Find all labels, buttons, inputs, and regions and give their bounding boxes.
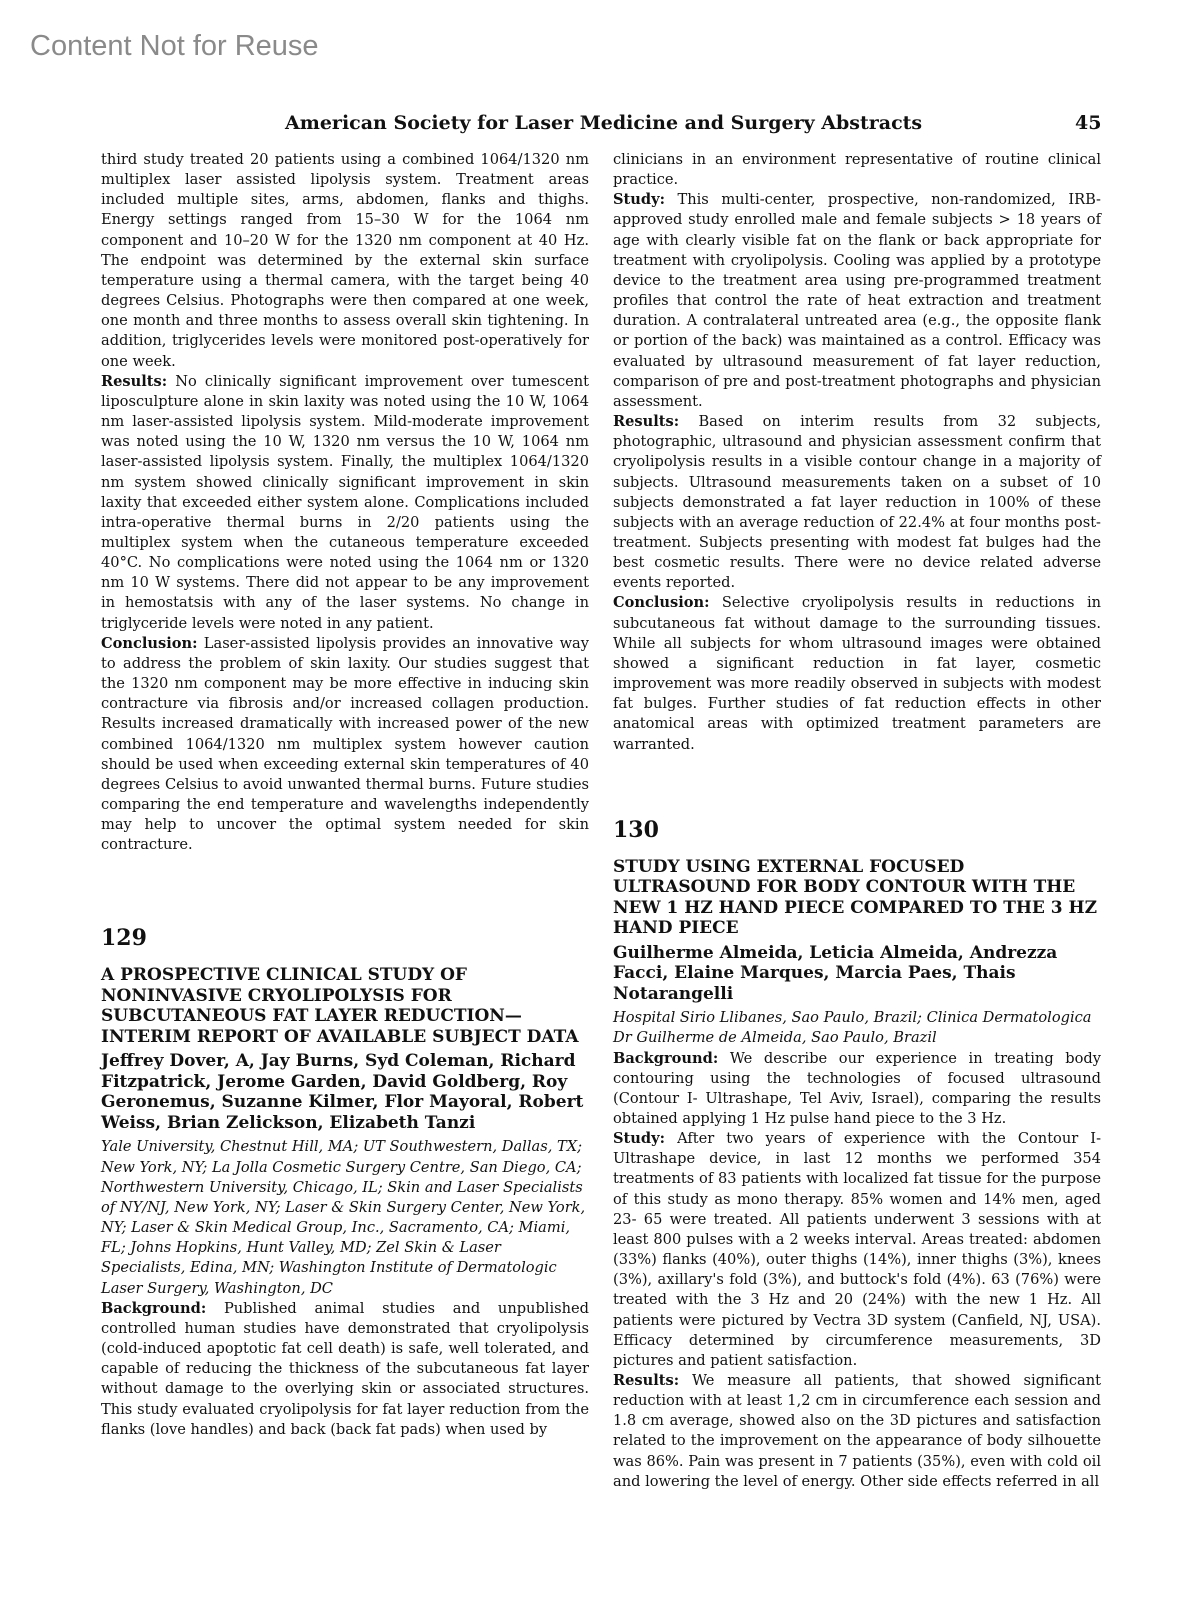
abstract-129-title: A PROSPECTIVE CLINICAL STUDY OF NONINVASIVE CRYOLIPOLYSIS FOR SUBCUTANEOUS FAT LAYER REDUCTION—INTERIM REPORT OF AVAILABLE SUBJECT DATA (101, 965, 579, 1047)
continued-paragraph (101, 150, 589, 372)
conclusion-label: Conclusion: (101, 634, 198, 652)
section-gap (101, 855, 589, 925)
abstract-130-authors: Guilherme Almeida, Leticia Almeida, Andrezza Facci, Elaine Marques, Marcia Paes, Thais Notarangelli (613, 942, 1058, 1004)
continued-text: third study treated 20 patients using a combined 1064/1320 nm multiplex laser assisted lipolysis system. Treatment areas included multiple sites, arms, abdomen, flanks and thighs. Energy settings ranged from 15–30 W for the 1064 nm component and 10–20 W for the 1320 nm component at 40 Hz. The endpoint was determined by the external skin surface temperature using a thermal camera, with the target being 40 degrees Celsius. Photographs were then compared at one week, one month and three months to assess overall skin tightening. In addition, triglycerides levels were monitored post-operatively for one week. (101, 151, 589, 370)
abstract-130-results (613, 1371, 1101, 1492)
study-text: This multi-center, prospective, non-randomized, IRB-approved study enrolled male and female subjects > 18 years of age with clearly visible fat on the flank or back appropriate for treatment with cryolipolysis. Cooling was applied by a prototype device to the treatment area using pre-programmed treatment profiles that control the rate of heat extraction and treatment duration. A contralateral untreated area (e.g., the opposite flank or portion of the back) was maintained as a control. Efficacy was evaluated by ultrasound measurement of fat layer reduction, comparison of pre and post-treatment photographs and physician assessment. (613, 191, 1101, 410)
results-label: Results: (101, 372, 168, 390)
background-label: Background: (613, 1049, 719, 1067)
page-number: 45 (1075, 112, 1102, 134)
abstract-129-results (613, 412, 1101, 593)
abstract-130-study (613, 1129, 1101, 1371)
results-label: Results: (613, 413, 680, 431)
conclusion-text: Laser-assisted lipolysis provides an innovative way to address the problem of skin laxity. Our studies suggest that the 1320 nm component may be more effective in inducing skin contracture via fibrosis and/or increased collagen production. Results increased dramatically with increased power of the new combined 1064/1320 nm multiplex system however caution should be used when exceeding external skin temperatures of 40 degrees Celsius to avoid unwanted thermal burns. Future studies comparing the end temperature and wavelengths independently may help to uncover the optimal system needed for skin contracture. (101, 634, 590, 854)
conclusion-label: Conclusion: (613, 594, 710, 612)
abstract-129-conclusion (613, 593, 1101, 754)
study-label: Study: (613, 1130, 665, 1148)
results-text: No clinically significant improvement over tumescent liposculpture alone in skin laxity was noted using the 10 W, 1064 nm laser-assisted lipolysis system. Mild-moderate improvement was noted using the 10 W, 1320 nm versus the 10 W, 1064 nm laser-assisted lipolysis system. Finally, the multiplex 1064/1320 nm system showed clinically significant improvement in skin laxity that exceeded either system alone. Complications included intra-operative thermal burns in 2/20 patients using the multiplex system when the cutaneous temperature exceeded 40°C. No complications were noted using the 1064 nm or 1320 nm 10 W systems. There did not appear to be any improvement in hemostatsis with any of the laser systems. No change in triglyceride levels were noted in any patient. (101, 372, 590, 632)
abstract-129-study (613, 190, 1101, 412)
right-column (613, 150, 1101, 1492)
continued-text: clinicians in an environment representative of routine clinical practice. (613, 151, 1101, 189)
results-text: Based on interim results from 32 subjects, photographic, ultrasound and physician assessment confirm that cryolipolysis results in a visible contour change in a majority of subjects. Ultrasound measurements taken on a subset of 10 subjects demonstrated a fat layer reduction in 100% of these subjects with an average reduction of 22.4% at four months post-treatment. Subjects presenting with modest fat bulges had the best cosmetic results. There were no device related adverse events reported. (613, 413, 1101, 592)
running-head: American Society for Laser Medicine and Surgery Abstracts (285, 112, 923, 134)
abstract-129-background (101, 1299, 589, 1440)
abstract-129-continued (613, 150, 1101, 190)
spacer (613, 843, 1101, 857)
results-text: We measure all patients, that showed significant reduction with at least 1,2 cm in circumference each session and 1.8 cm average, showed also on the 3D pictures and satisfaction related to the improvement on the appearance of body silhouette was 86%. Pain was present in 7 patients (35%), even with cold oil and lowering the level of energy. Other side effects referred in all (613, 1372, 1101, 1490)
abstract-130-title: STUDY USING EXTERNAL FOCUSED ULTRASOUND FOR BODY CONTOUR WITH THE NEW 1 HZ HAND PIECE COMPARED TO THE 3 HZ HAND PIECE (613, 856, 1098, 939)
conclusion-text: Selective cryolipolysis results in reductions in subcutaneous fat without damage to the surrounding tissues. While all subjects for whom ultrasound images were obtained showed a significant reduction in fat layer, cosmetic improvement was more readily observed in subjects with modest fat bulges. Further studies of fat reduction effects in other anatomical areas with optimized treatment parameters are warranted. (613, 594, 1102, 753)
abstract-130-background (613, 1049, 1101, 1130)
watermark: Content Not for Reuse (30, 30, 319, 62)
abstract-130-number: 130 (613, 816, 659, 843)
results-label: Results: (613, 1372, 680, 1389)
study-text: After two years of experience with the Contour I- Ultrashape device, in last 12 months we performed 354 treatments of 83 patients with localized fat tissue for the purpose of this study as mono therapy. 85% women and 14% men, aged 23- 65 were treated. All patients underwent 3 sessions with at least 800 pulses with a 2 weeks interval. Areas treated: abdomen (33%) flanks (40%), outer thighs (14%), inner thighs (3%), knees (3%), axillary's fold (3%), and buttock's fold (4%). 63 (76%) were treated with the 3 Hz and 20 (24%) with the new 1 Hz. All patients were pictured by Vectra 3D system (Canfield, NJ, USA). Efficacy determined by circumference measurements, 3D pictures and patient satisfaction. (613, 1130, 1101, 1369)
left-column (101, 150, 589, 1440)
background-text: Published animal studies and unpublished controlled human studies have demonstrated that cryolipolysis (cold-induced apoptotic fat cell death) is safe, well tolerated, and capable of reducing the thickness of the subcutaneous fat layer without damage to the overlying skin or associated structures. This study evaluated cryolipolysis for fat layer reduction from the flanks (love handles) and back (back fat pads) when used by (101, 1299, 589, 1438)
abstract-129-affiliations: Yale University, Chestnut Hill, MA; UT Southwestern, Dallas, TX; New York, NY; La Jolla Cosmetic Surgery Centre, San Diego, CA; Northwestern University, Chicago, IL; Skin and Laser Specialists of NY/NJ, New York, NY; Laser & Skin Surgery Center, New York, NY; Laser & Skin Medical Group, Inc., Sacramento, CA; Miami, FL; Johns Hopkins, Hunt Valley, MD; Zel Skin & Laser Specialists, Edina, MN; Washington Institute of Dermatologic Laser Surgery, Washington, DC (101, 1138, 586, 1297)
abstract-129-number: 129 (101, 925, 147, 952)
abstract-130-affiliations: Hospital Sirio Llibanes, Sao Paulo, Brazil; Clinica Dermatologica Dr Guilherme de Almeida, Sao Paulo, Brazil (613, 1009, 1092, 1047)
spacer (101, 951, 589, 965)
study-label: Study: (613, 191, 665, 209)
background-text: We describe our experience in treating body contouring using the technologies of focused ultrasound (Contour I- Ultrashape, Tel Aviv, Israel), comparing the results obtained applying 1 Hz pulse hand piece to the 3 Hz. (613, 1049, 1101, 1127)
background-label: Background: (101, 1299, 207, 1317)
abstract-129-authors: Jeffrey Dover, A, Jay Burns, Syd Coleman, Richard Fitzpatrick, Jerome Garden, David Goldberg, Roy Geronemus, Suzanne Kilmer, Flor Mayoral, Robert Weiss, Brian Zelickson, Elizabeth Tanzi (101, 1051, 584, 1133)
section-gap (613, 755, 1101, 817)
results-paragraph (101, 372, 589, 634)
conclusion-paragraph (101, 634, 589, 856)
